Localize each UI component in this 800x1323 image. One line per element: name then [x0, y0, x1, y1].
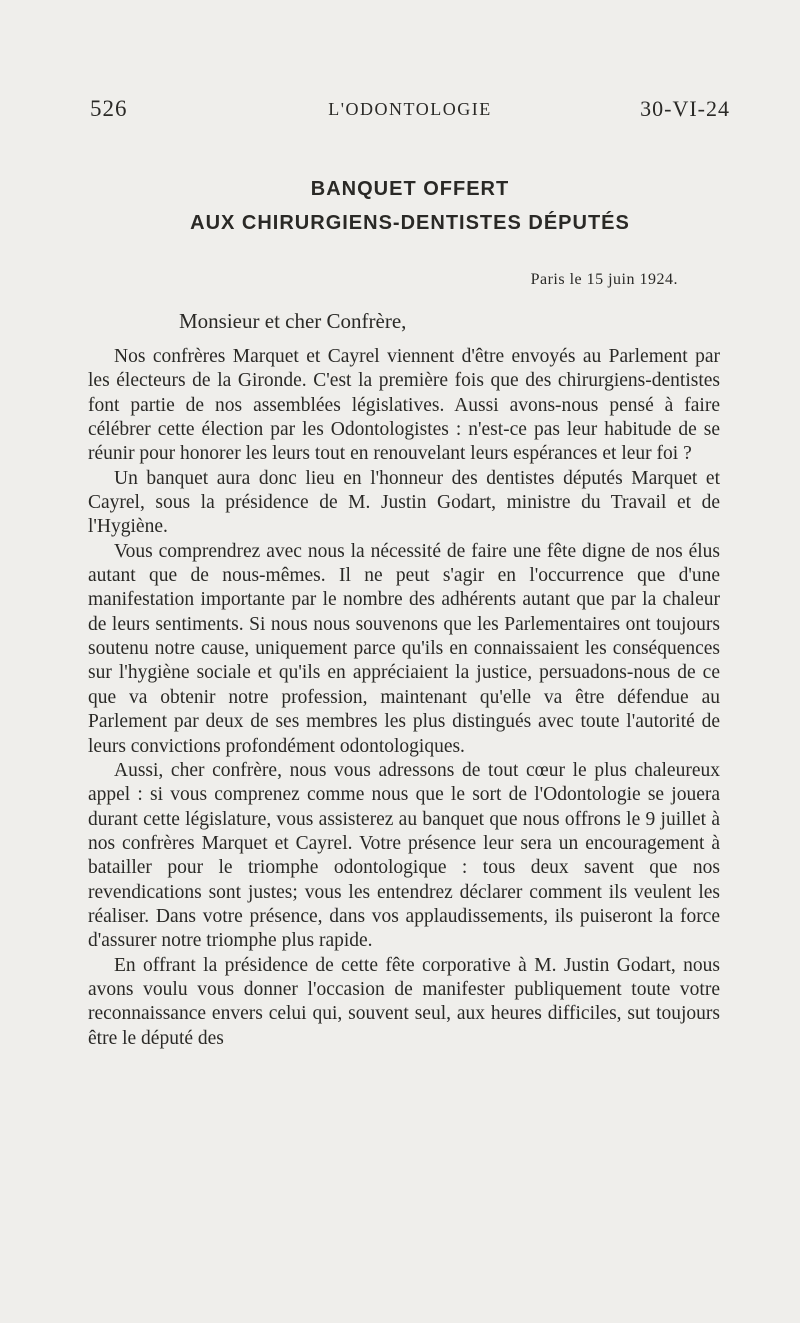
- letter-salutation: Monsieur et cher Confrère,: [179, 309, 407, 333]
- issue-date: 30-VI-24: [640, 96, 730, 121]
- paragraph-1: Nos confrères Marquet et Cayrel viennent d'être envoyés au Parlement par les électeurs de la Gironde. C'est la première fois que des chirurgiens-dentistes font partie de nos assemblées législatives. Aussi avons-nous pensé à faire célébrer cette élection par les Odontologistes : n'est-ce pas leur habitude de se réunir pour honorer les leurs tout en renouvelant leurs espérances et leur foi ?: [88, 346, 720, 465]
- paragraph-2: Un banquet aura donc lieu en l'honneur des dentistes députés Marquet et Cayrel, sous la présidence de M. Justin Godart, ministre du Travail et de l'Hygiène.: [88, 467, 720, 538]
- paragraph-3: Vous comprendrez avec nous la nécessité de faire une fête digne de nos élus autant que de nous-mêmes. Il ne peut s'agir en l'occurrence que d'une manifestation importante par le nombre des adhérents autant que par la chaleur de leurs sentiments. Si nous nous souvenons que les Parlementaires ont toujours soutenu notre cause, uniquement parce qu'ils en connaissaient les conséquences sur l'hygiène sociale et qu'ils en appréciaient la justice, persuadons-nous de ce que va obtenir notre profession, maintenant qu'elle va être défendue au Parlement par deux de ses membres les plus distingués avec toute l'autorité de leurs convictions profondément odontologiques.: [88, 540, 720, 757]
- article-title-line-1: BANQUET OFFERT: [310, 178, 510, 200]
- letter-place-date: Paris le 15 juin 1924.: [530, 271, 678, 288]
- journal-title: L'ODONTOLOGIE: [328, 99, 492, 119]
- page-number: 526: [90, 96, 128, 121]
- article-title-line-2: AUX CHIRURGIENS-DENTISTES DÉPUTÉS: [190, 212, 630, 234]
- paragraph-4: Aussi, cher confrère, nous vous adressons de tout cœur le plus chaleureux appel : si vous comprenez comme nous que le sort de l'Odontologie se jouera durant cette législature, vous assisterez au banquet que nous offrons le 9 juillet à nos confrères Marquet et Cayrel. Votre présence leur sera un encouragement à batailler pour le triomphe odontologique : tous deux savent que nos revendications sont justes; vous les entendrez déclarer comment ils veulent les réaliser. Dans votre présence, dans vos applaudissements, ils puiseront la force d'assurer notre triomphe plus rapide.: [88, 759, 720, 952]
- running-header: [90, 96, 730, 128]
- letter-body: [88, 345, 720, 1051]
- paragraph-5: En offrant la présidence de cette fête corporative à M. Justin Godart, nous avons voulu vous donner l'occasion de manifester publiquement toute votre reconnaissance envers celui qui, souvent seul, aux heures difficiles, sut toujours être le député des: [88, 954, 720, 1049]
